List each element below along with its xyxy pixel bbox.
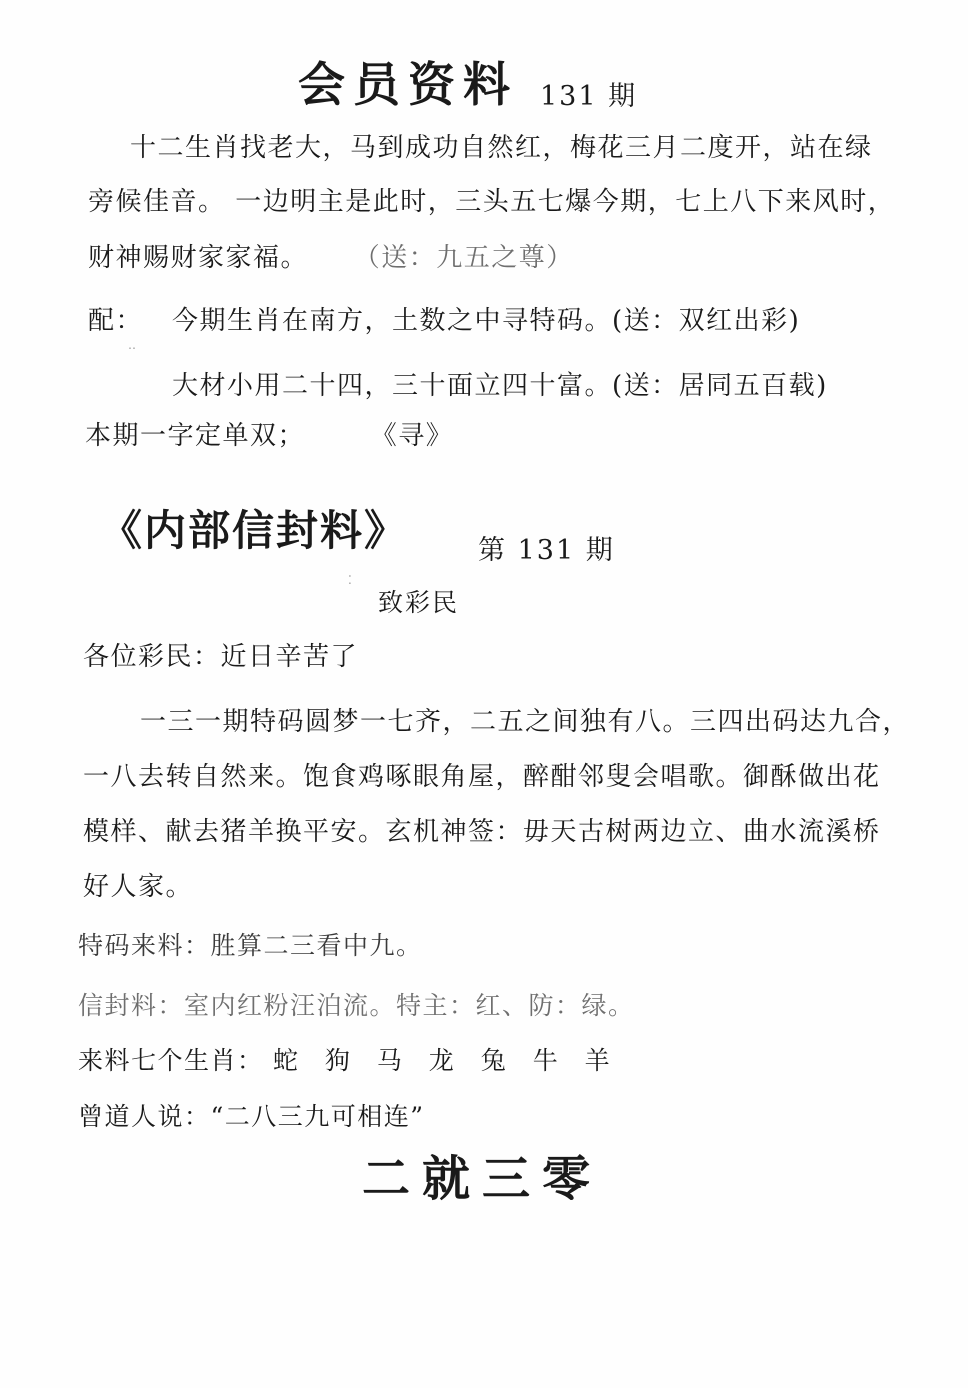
scan-artifact: ⁚ (348, 573, 352, 587)
danshuang-line (85, 415, 453, 452)
letter-line: 一八去转自然来。饱食鸡啄眼角屋，醉酣邻叟会唱歌。御酥做出花 (83, 762, 881, 792)
zodiac-label: 来料七个生肖： (78, 1046, 264, 1075)
zodiac-values: 蛇 狗 马 龙 兔 牛 羊 (272, 1046, 612, 1075)
zodiac-line (78, 1041, 611, 1077)
pei-line: 大材小用二十四，三十面立四十富。(送：居同五百载) (172, 371, 828, 401)
letter-line: 模样、献去猪羊换平安。玄机神签：毋天古树两边立、曲水流溪桥 (83, 817, 881, 847)
blessing-bonus-text: （送：九五之尊） (353, 243, 574, 273)
pei-line: 今期生肖在南方，土数之中寻特码。(送：双红出彩) (172, 306, 801, 336)
tema-line: 特码来料：胜算二三看中九。 (78, 931, 423, 960)
greeting-line: 各位彩民：近日辛苦了 (83, 642, 359, 672)
issue-number: 131 期 (540, 81, 638, 112)
danshuang-label: 本期一字定单双； (85, 421, 306, 451)
letter-line: 好人家。 (83, 872, 194, 902)
page-title: 会员资料 (298, 58, 518, 113)
blessing-text: 财神赐财家家福。 (88, 243, 309, 273)
letter-line: 一三一期特码圆梦一七齐，二五之间独有八。三四出码达九合， (140, 707, 911, 737)
poem-line: 十二生肖找老大，马到成功自然红，梅花三月二度开，站在绿 (130, 133, 873, 163)
section-title: 《内部信封料》 (100, 506, 409, 555)
scan-artifact: ‥ (128, 338, 137, 352)
poem-line: 旁候佳音。 一边明主是此时，三头五七爆今期，七上八下来风时， (88, 187, 896, 217)
poem-line (88, 237, 574, 274)
footer-result: 二就三零 (362, 1151, 603, 1207)
envelope-line: 信封料：室内红粉汪泊流。特主：红、防：绿。 (78, 991, 635, 1020)
quote-line: 曾道人说：“二八三九可相连” (78, 1102, 425, 1131)
danshuang-value: 《寻》 (370, 421, 454, 451)
salutation: 致彩民 (378, 588, 460, 617)
pei-label: 配： (88, 306, 144, 336)
section-issue-number: 第 131 期 (478, 535, 615, 566)
